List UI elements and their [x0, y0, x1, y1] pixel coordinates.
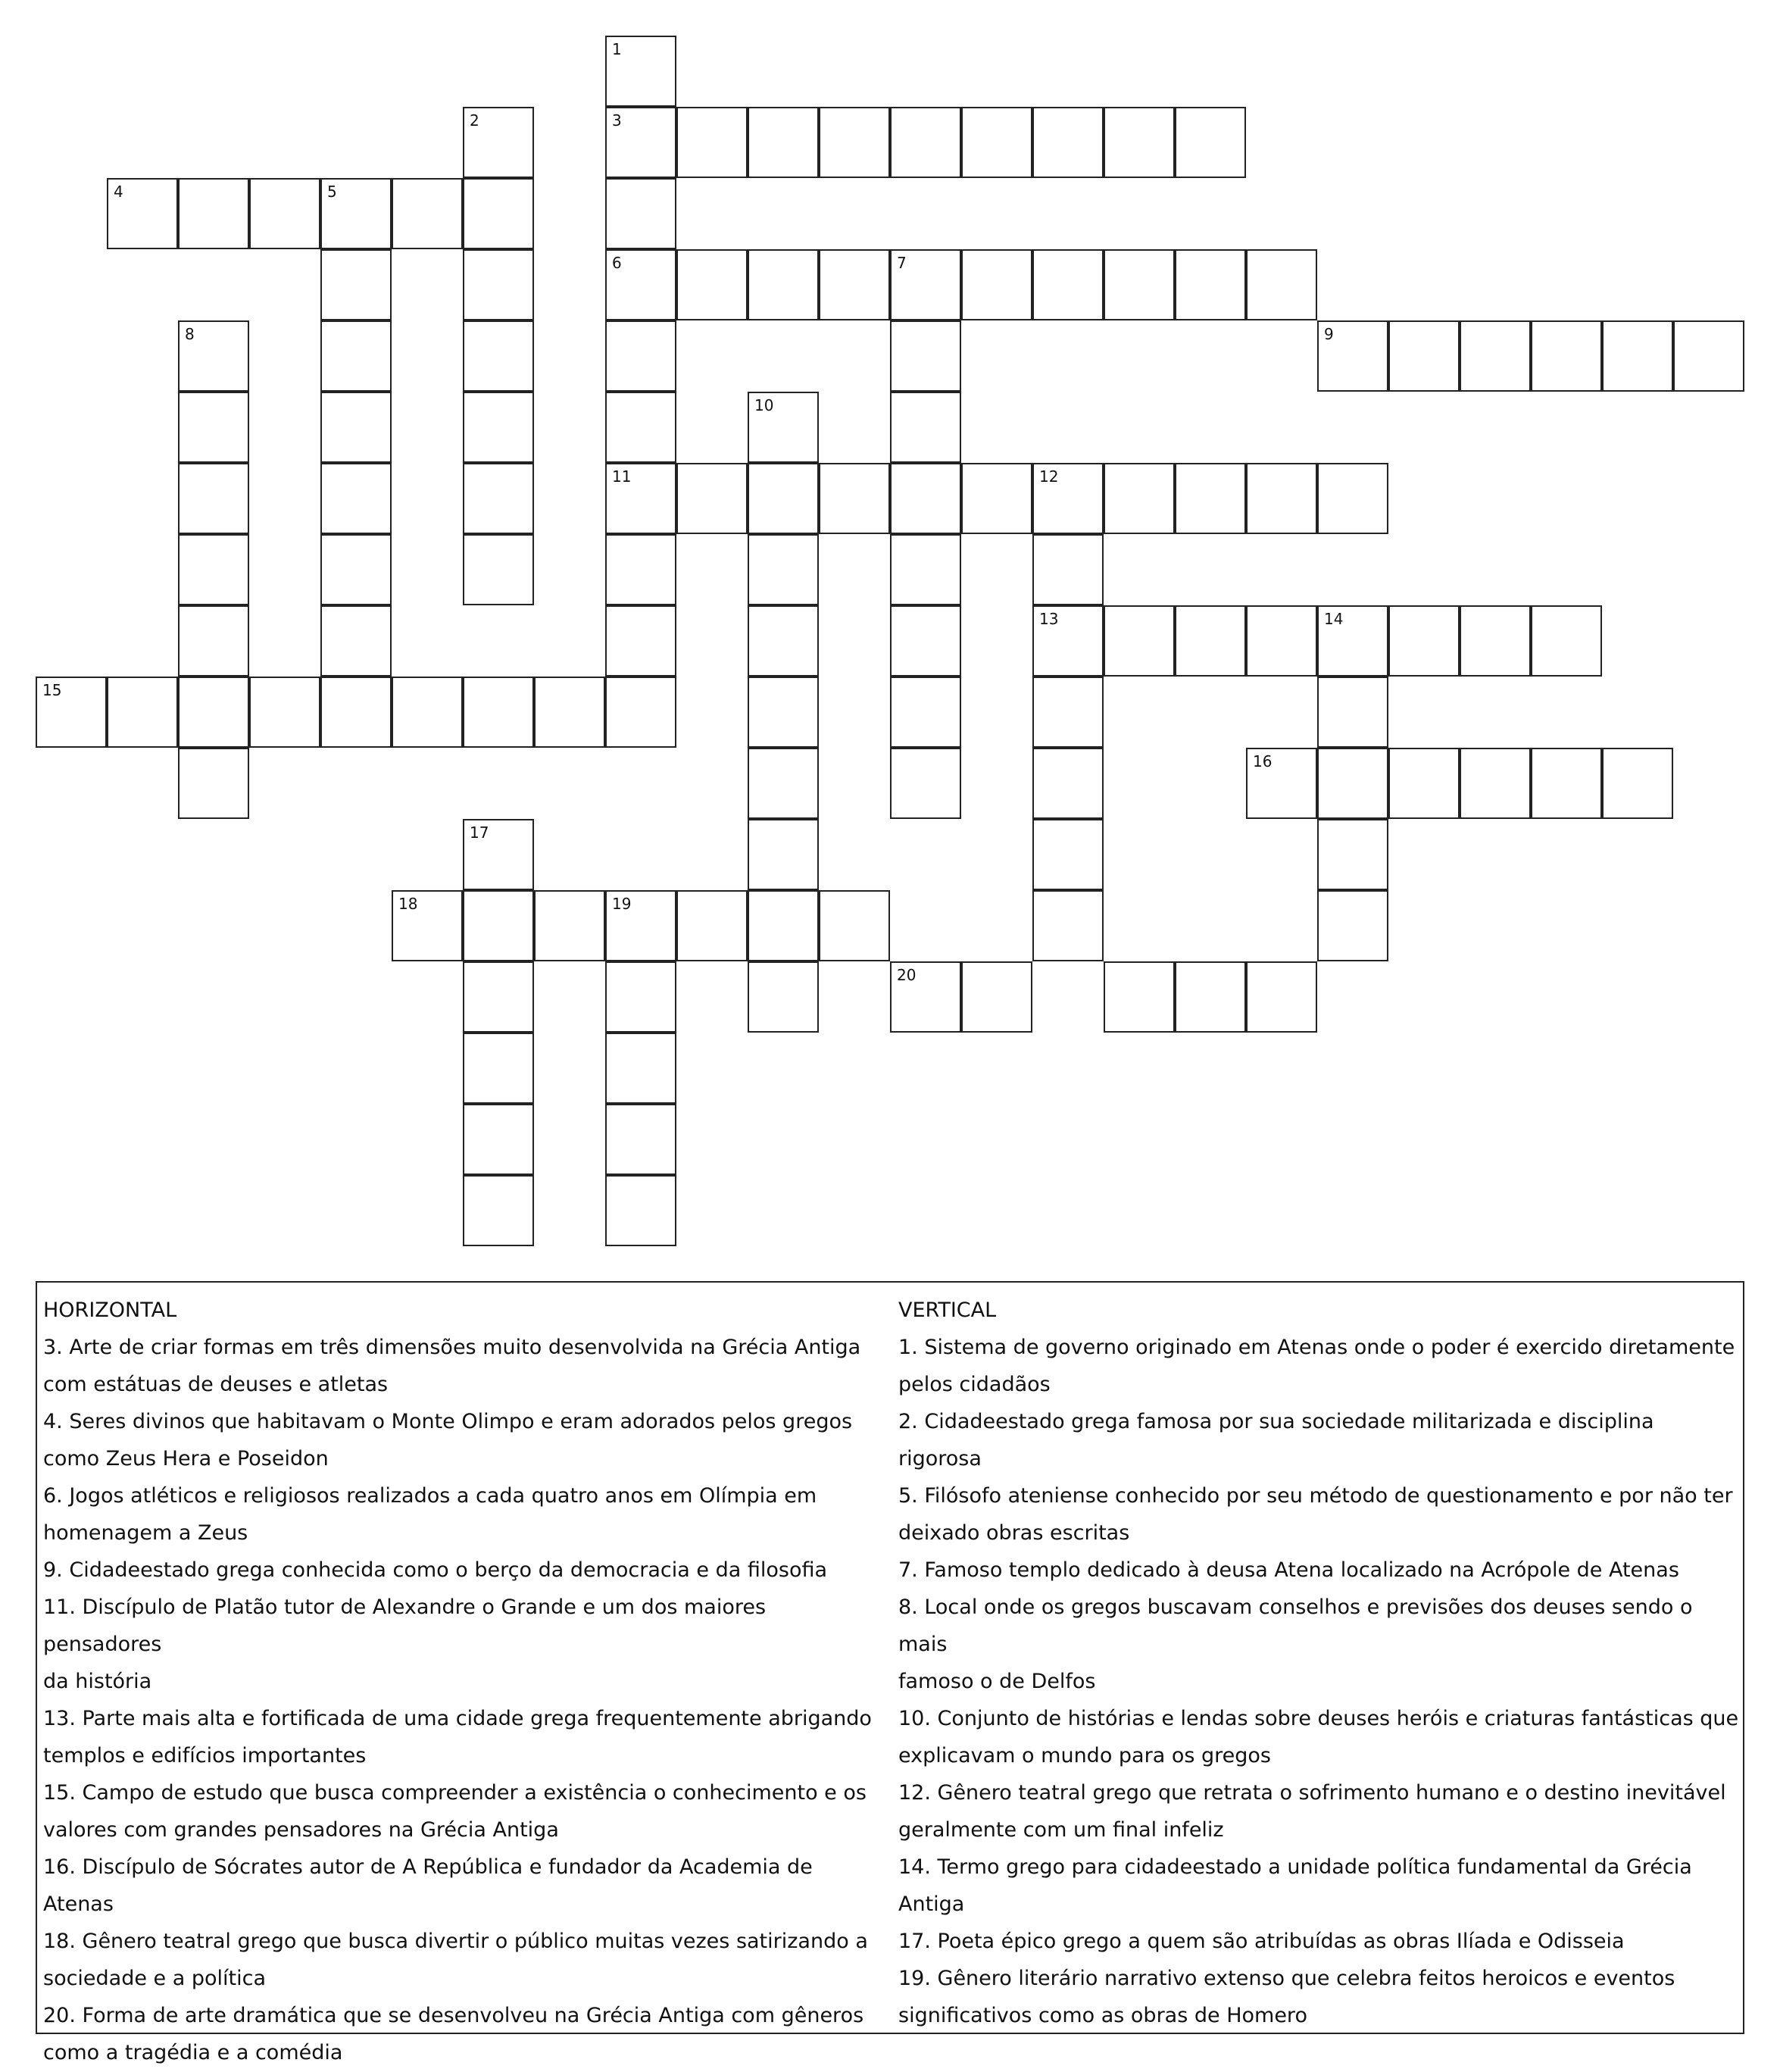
clues-box — [36, 1281, 1744, 2064]
clue-line: 19. Gênero literário narrativo extenso que celebra feitos heroicos e eventos — [898, 1967, 1675, 1990]
grid-cell[interactable] — [748, 677, 819, 748]
clue-line: templos e edifícios importantes — [43, 1744, 367, 1767]
grid-cell[interactable] — [463, 392, 534, 463]
grid-cell[interactable] — [463, 819, 534, 890]
clue-number: 18 — [398, 895, 418, 913]
grid-cell[interactable] — [890, 320, 961, 392]
clue-number: 7 — [897, 254, 907, 272]
grid-cell[interactable] — [890, 107, 961, 178]
grid-cell[interactable] — [392, 178, 463, 249]
grid-cell[interactable] — [1032, 249, 1104, 320]
clue-line: 5. Filósofo ateniense conhecido por seu método de questionamento e por não ter — [898, 1484, 1733, 1508]
clue-number: 5 — [327, 183, 337, 201]
grid-cell[interactable] — [178, 320, 249, 392]
grid-cell[interactable] — [107, 178, 178, 249]
grid-cell[interactable] — [320, 249, 392, 320]
grid-cell[interactable] — [605, 178, 676, 249]
clue-line: famoso o de Delfos — [898, 1670, 1096, 1693]
grid-cell[interactable] — [1246, 249, 1317, 320]
grid-cell[interactable] — [748, 392, 819, 463]
grid-cell[interactable] — [463, 178, 534, 249]
grid-cell[interactable] — [249, 677, 320, 748]
clue-line: 7. Famoso templo dedicado à deusa Atena localizado na Acrópole de Atenas — [898, 1558, 1679, 1582]
grid-cell[interactable] — [890, 605, 961, 677]
grid-cell[interactable] — [1104, 463, 1175, 534]
grid-cell[interactable] — [819, 249, 890, 320]
clue-number: 6 — [612, 254, 622, 272]
grid-cell[interactable] — [178, 392, 249, 463]
grid-cell[interactable] — [178, 534, 249, 605]
clue-line: 4. Seres divinos que habitavam o Monte Olimpo e eram adorados pelos gregos — [43, 1410, 853, 1433]
grid-cell[interactable] — [463, 1033, 534, 1104]
grid-cell[interactable] — [748, 463, 819, 534]
grid-cell[interactable] — [961, 107, 1032, 178]
grid-cell[interactable] — [1531, 748, 1602, 819]
clue-number: 19 — [612, 895, 632, 913]
grid-cell[interactable] — [1032, 890, 1104, 961]
vertical-heading: VERTICAL — [898, 1299, 997, 1322]
clue-number: 14 — [1324, 610, 1344, 628]
grid-cell[interactable] — [748, 748, 819, 819]
clue-line: 2. Cidadeestado grega famosa por sua sociedade militarizada e disciplina rigorosa — [898, 1410, 1654, 1470]
clue-line: Antiga — [898, 1892, 965, 1916]
grid-cell[interactable] — [1032, 534, 1104, 605]
clue-line: 3. Arte de criar formas em três dimensões muito desenvolvida na Grécia Antiga — [43, 1336, 861, 1359]
grid-cell[interactable] — [463, 463, 534, 534]
horizontal-clues — [43, 1292, 884, 2071]
grid-cell[interactable] — [178, 748, 249, 819]
grid-cell[interactable] — [463, 961, 534, 1033]
grid-cell[interactable] — [748, 605, 819, 677]
grid-cell[interactable] — [676, 463, 748, 534]
grid-cell[interactable] — [605, 890, 676, 961]
grid-cell[interactable] — [1317, 819, 1388, 890]
grid-cell[interactable] — [463, 249, 534, 320]
grid-cell[interactable] — [748, 534, 819, 605]
clue-line: 17. Poeta épico grego a quem são atribuídas as obras Ilíada e Odisseia — [898, 1930, 1625, 1953]
grid-cell[interactable] — [1317, 463, 1388, 534]
grid-cell[interactable] — [1104, 605, 1175, 677]
grid-cell[interactable] — [1032, 819, 1104, 890]
grid-cell[interactable] — [1032, 605, 1104, 677]
clue-number: 8 — [185, 325, 195, 343]
grid-cell[interactable] — [1032, 677, 1104, 748]
grid-cell[interactable] — [1246, 748, 1317, 819]
grid-cell[interactable] — [392, 890, 463, 961]
grid-cell[interactable] — [890, 392, 961, 463]
grid-cell[interactable] — [36, 677, 107, 748]
clue-line: com estátuas de deuses e atletas — [43, 1373, 389, 1396]
clue-number: 16 — [1253, 752, 1273, 770]
clue-line: como a tragédia e a comédia — [43, 2041, 343, 2064]
clue-line: 20. Forma de arte dramática que se desenvolveu na Grécia Antiga com gêneros — [43, 2004, 864, 2027]
clue-line: 8. Local onde os gregos buscavam conselhos e previsões dos deuses sendo o mais — [898, 1595, 1693, 1656]
grid-cell[interactable] — [392, 677, 463, 748]
grid-cell[interactable] — [320, 320, 392, 392]
grid-cell[interactable] — [1317, 320, 1388, 392]
grid-cell[interactable] — [605, 1104, 676, 1175]
grid-cell[interactable] — [1317, 677, 1388, 748]
clue-number: 17 — [470, 823, 489, 842]
grid-cell[interactable] — [819, 890, 890, 961]
grid-cell[interactable] — [605, 320, 676, 392]
grid-cell[interactable] — [1460, 748, 1531, 819]
grid-cell[interactable] — [1104, 961, 1175, 1033]
grid-cell[interactable] — [1602, 748, 1673, 819]
grid-cell[interactable] — [676, 107, 748, 178]
clue-line: 15. Campo de estudo que busca compreender a existência o conhecimento e os — [43, 1781, 867, 1805]
grid-cell[interactable] — [676, 249, 748, 320]
grid-cell[interactable] — [1317, 890, 1388, 961]
grid-cell[interactable] — [961, 961, 1032, 1033]
grid-cell[interactable] — [320, 605, 392, 677]
clue-number: 20 — [897, 966, 917, 984]
grid-cell[interactable] — [1032, 463, 1104, 534]
grid-cell[interactable] — [1104, 249, 1175, 320]
grid-cell[interactable] — [890, 463, 961, 534]
grid-cell[interactable] — [605, 1033, 676, 1104]
vertical-clues — [898, 1292, 1739, 2034]
clue-line: sociedade e a política — [43, 1967, 267, 1990]
grid-cell[interactable] — [748, 107, 819, 178]
grid-cell[interactable] — [1032, 107, 1104, 178]
clue-line: como Zeus Hera e Poseidon — [43, 1447, 329, 1470]
clue-line: valores com grandes pensadores na Grécia Antiga — [43, 1818, 559, 1842]
grid-cell[interactable] — [249, 178, 320, 249]
clue-number: 2 — [470, 111, 479, 130]
grid-cell[interactable] — [890, 249, 961, 320]
grid-cell[interactable] — [890, 748, 961, 819]
grid-cell[interactable] — [1317, 748, 1388, 819]
grid-cell[interactable] — [1388, 748, 1460, 819]
grid-cell[interactable] — [1460, 320, 1531, 392]
grid-cell[interactable] — [178, 463, 249, 534]
clue-line: 11. Discípulo de Platão tutor de Alexandre o Grande e um dos maiores pensadores — [43, 1595, 767, 1656]
grid-cell[interactable] — [1032, 748, 1104, 819]
grid-cell[interactable] — [463, 107, 534, 178]
grid-cell[interactable] — [178, 178, 249, 249]
clue-line: homenagem a Zeus — [43, 1521, 248, 1545]
clue-line: deixado obras escritas — [898, 1521, 1130, 1545]
grid-cell[interactable] — [605, 605, 676, 677]
grid-cell[interactable] — [1175, 249, 1246, 320]
grid-cell[interactable] — [1175, 463, 1246, 534]
clue-line: significativos como as obras de Homero — [898, 2004, 1307, 2027]
clue-number: 10 — [754, 396, 774, 414]
grid-cell[interactable] — [463, 534, 534, 605]
grid-cell[interactable] — [819, 107, 890, 178]
clue-line: 13. Parte mais alta e fortificada de uma cidade grega frequentemente abrigando — [43, 1707, 872, 1730]
grid-cell[interactable] — [676, 890, 748, 961]
grid-cell[interactable] — [320, 534, 392, 605]
grid-cell[interactable] — [320, 463, 392, 534]
grid-cell[interactable] — [1246, 605, 1317, 677]
grid-cell[interactable] — [605, 463, 676, 534]
grid-cell[interactable] — [320, 677, 392, 748]
grid-cell[interactable] — [463, 1175, 534, 1246]
clue-line: 6. Jogos atléticos e religiosos realizados a cada quatro anos em Olímpia em — [43, 1484, 817, 1508]
grid-cell[interactable] — [534, 890, 605, 961]
grid-cell[interactable] — [605, 1175, 676, 1246]
grid-cell[interactable] — [1388, 320, 1460, 392]
grid-cell[interactable] — [178, 677, 249, 748]
grid-cell[interactable] — [605, 534, 676, 605]
horizontal-heading: HORIZONTAL — [43, 1299, 177, 1322]
grid-cell[interactable] — [890, 961, 961, 1033]
clue-line: 16. Discípulo de Sócrates autor de A República e fundador da Academia de Atenas — [43, 1855, 813, 1916]
grid-cell[interactable] — [1246, 961, 1317, 1033]
grid-cell[interactable] — [1602, 320, 1673, 392]
grid-cell[interactable] — [961, 463, 1032, 534]
grid-cell[interactable] — [1104, 107, 1175, 178]
clue-number: 15 — [42, 681, 62, 699]
clue-line: pelos cidadãos — [898, 1373, 1051, 1396]
grid-cell[interactable] — [1175, 107, 1246, 178]
grid-cell[interactable] — [1175, 605, 1246, 677]
clue-line: 12. Gênero teatral grego que retrata o sofrimento humano e o destino inevitável — [898, 1781, 1726, 1805]
grid-cell[interactable] — [605, 392, 676, 463]
grid-cell[interactable] — [1460, 605, 1531, 677]
clue-line: da história — [43, 1670, 152, 1693]
grid-cell[interactable] — [534, 677, 605, 748]
clue-line: 14. Termo grego para cidadeestado a unidade política fundamental da Grécia — [898, 1855, 1692, 1879]
clue-number: 11 — [612, 467, 632, 486]
grid-cell[interactable] — [748, 249, 819, 320]
grid-cell[interactable] — [748, 819, 819, 890]
grid-cell[interactable] — [605, 249, 676, 320]
grid-cell[interactable] — [605, 677, 676, 748]
grid-cell[interactable] — [1388, 605, 1460, 677]
grid-cell[interactable] — [819, 463, 890, 534]
clue-line: 9. Cidadeestado grega conhecida como o berço da democracia e da filosofia — [43, 1558, 828, 1582]
clue-line: explicavam o mundo para os gregos — [898, 1744, 1271, 1767]
grid-cell[interactable] — [1531, 605, 1602, 677]
grid-cell[interactable] — [1317, 605, 1388, 677]
grid-cell[interactable] — [890, 534, 961, 605]
grid-cell[interactable] — [961, 249, 1032, 320]
grid-cell[interactable] — [605, 961, 676, 1033]
grid-cell[interactable] — [605, 107, 676, 178]
grid-cell[interactable] — [463, 320, 534, 392]
clue-number: 13 — [1039, 610, 1059, 628]
grid-cell[interactable] — [320, 392, 392, 463]
grid-cell[interactable] — [890, 677, 961, 748]
grid-cell[interactable] — [107, 677, 178, 748]
clue-line: 18. Gênero teatral grego que busca divertir o público muitas vezes satirizando a — [43, 1930, 868, 1953]
grid-cell[interactable] — [748, 890, 819, 961]
clue-number: 1 — [612, 40, 622, 58]
clue-number: 12 — [1039, 467, 1059, 486]
grid-cell[interactable] — [1246, 463, 1317, 534]
grid-cell[interactable] — [463, 1104, 534, 1175]
clue-number: 3 — [612, 111, 622, 130]
grid-cell[interactable] — [748, 961, 819, 1033]
grid-cell[interactable] — [320, 178, 392, 249]
clue-number: 4 — [114, 183, 123, 201]
grid-cell[interactable] — [178, 605, 249, 677]
grid-cell[interactable] — [605, 36, 676, 107]
grid-cell[interactable] — [1175, 961, 1246, 1033]
grid-cell[interactable] — [463, 890, 534, 961]
clue-line: 1. Sistema de governo originado em Atenas onde o poder é exercido diretamente — [898, 1336, 1735, 1359]
grid-cell[interactable] — [1673, 320, 1744, 392]
grid-cell[interactable] — [1531, 320, 1602, 392]
clue-line: geralmente com um final infeliz — [898, 1818, 1224, 1842]
clue-line: 10. Conjunto de histórias e lendas sobre deuses heróis e criaturas fantásticas que — [898, 1707, 1739, 1730]
clue-number: 9 — [1324, 325, 1334, 343]
grid-cell[interactable] — [463, 677, 534, 748]
